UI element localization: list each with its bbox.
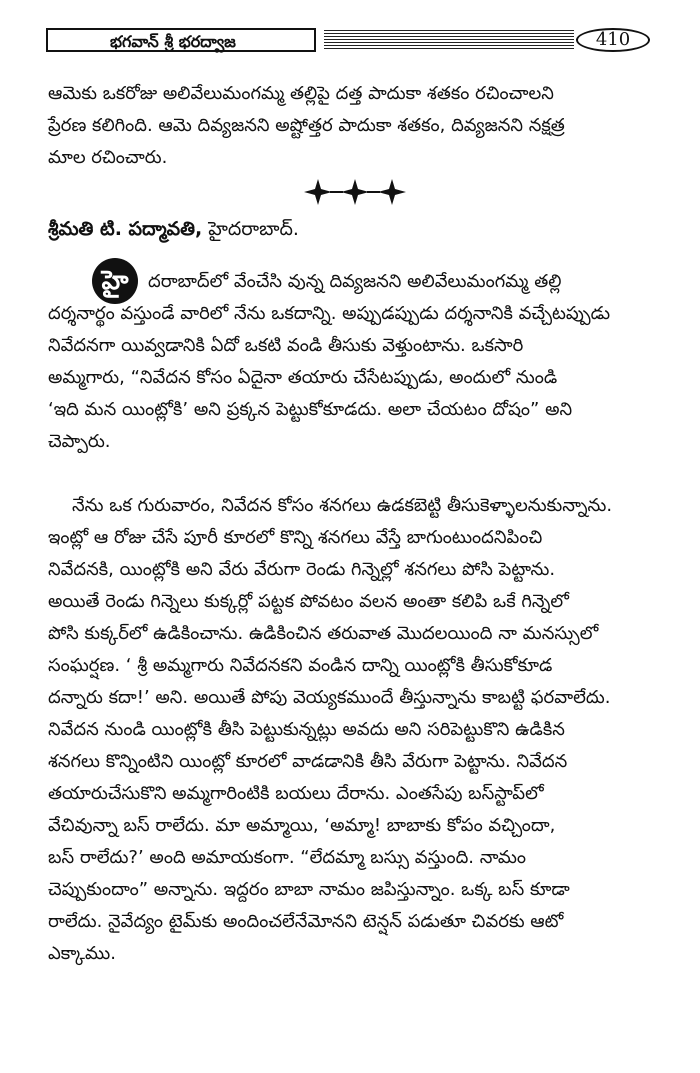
body-line: ప్రేరణ కలిగింది. ఆమె దివ్యజనని అష్టోత్తర పాదుకా శతకం, దివ్యజనని నక్షత్ర (48, 115, 565, 136)
body-line: నేను ఒక గురువారం, నివేదన కోసం శనగలు ఉడకబెట్టి తీసుకెళ్ళాలనుకున్నాను. (72, 495, 613, 516)
running-title-box (46, 28, 316, 52)
body-line: ఇంట్లో ఆ రోజు చేసే పూరీ కూరలో కొన్ని శనగలు వేస్తే బాగుంటుందనిపించి (48, 527, 543, 548)
drop-cap: హై (92, 258, 138, 304)
running-title: భగవాన్ శ్రీ భరద్వాజ (110, 32, 236, 51)
body-line: ఎక్కాము. (48, 943, 116, 964)
page-number: 410 (576, 28, 650, 52)
body-line: రాలేదు. నైవేద్యం టైమ్‌కు అందించలేనేమోనని టెన్షన్ పడుతూ చివరకు ఆటో (48, 911, 564, 932)
body-line: శనగలు కొన్నింటిని యింట్లో కూరలో వాడడానికి తీసి వేరుగా పెట్టాను. నివేదన (48, 751, 568, 772)
body-line: తయారుచేసుకొని అమ్మగారింటికి బయలు దేరాను. ఎంతసేపు బస్‌స్టాప్‌లో (48, 783, 544, 804)
body-line: అమ్మగారు, “నివేదన కోసం ఏదైనా తయారు చేసేటప్పుడు, అందులో నుండి (48, 367, 558, 388)
author-name: శ్రీమతి టి. పద్మావతి, (48, 218, 203, 240)
body-line: ఆమెకు ఒకరోజు అలివేలుమంగమ్మ తల్లిపై దత్త పాదుకా శతకం రచించాలని (48, 83, 554, 104)
author-place: హైదరాబాద్. (208, 218, 299, 240)
body-line: నివేదనగా యివ్వడానికి ఏదో ఒకటి వండి తీసుకు వెళ్తుంటాను. ఒకసారి (48, 335, 524, 356)
body-line: దన్నారు కదా!’ అని. అయితే పోపు వెయ్యకముందే తీస్తున్నాను కాబట్టి ఫరవాలేదు. (48, 687, 611, 708)
body-line: నివేదనకి, యింట్లోకి అని వేరు వేరుగా రెండు గిన్నెల్లో శనగలు పోసి పెట్టాను. (48, 559, 556, 580)
body-line: అయితే రెండు గిన్నెలు కుక్కర్లో పట్టక పోవటం వలన అంతా కలిపి ఒకే గిన్నెలో (48, 591, 569, 612)
page-header (46, 28, 658, 54)
header-rule-lines (324, 30, 574, 50)
body-line: దరాబాద్‌లో వేంచేసి వున్న దివ్యజనని అలివేలుమంగమ్మ తల్లి (148, 271, 562, 292)
body-line: పోసి కుక్కర్‌లో ఉడికించాను. ఉడికించిన తరువాత మొదలయింది నా మనస్సులో (48, 623, 599, 644)
section-divider-ornament (300, 177, 410, 207)
body-line: నివేదన నుండి యింట్లోకి తీసి పెట్టుకున్నట్లు అవదు అని సరిపెట్టుకొని ఉడికిన (48, 719, 565, 740)
body-line: వేచివున్నా బస్ రాలేదు. మా అమ్మాయి, ‘అమ్మా! బాబాకు కోపం వచ్చిందా, (48, 815, 556, 836)
body-line: దర్శనార్థం వస్తుండే వారిలో నేను ఒకదాన్ని. అప్పుడప్పుడు దర్శనానికి వచ్చేటప్పుడు (48, 303, 611, 324)
body-line: బస్ రాలేదు?’ అంది అమాయకంగా. “లేదమ్మా బస్సు వస్తుంది. నామం (48, 847, 527, 868)
body-line: ‘ఇది మన యింట్లోకి’ అని ప్రక్కన పెట్టుకోకూడదు. అలా చేయటం దోషం” అని (48, 399, 573, 420)
body-line: చెప్పారు. (48, 431, 111, 452)
body-line: సంఘర్షణ. ‘ శ్రీ అమ్మగారు నివేదనకని వండిన దాన్ని యింట్లోకి తీసుకోకూడ (48, 655, 553, 676)
body-line: మాల రచించారు. (48, 147, 168, 168)
author-line (48, 214, 299, 244)
body-line: చెప్పుకుందాం” అన్నాను. ఇద్దరం బాబా నామం జపిస్తున్నాం. ఒక్క బస్ కూడా (48, 879, 570, 900)
